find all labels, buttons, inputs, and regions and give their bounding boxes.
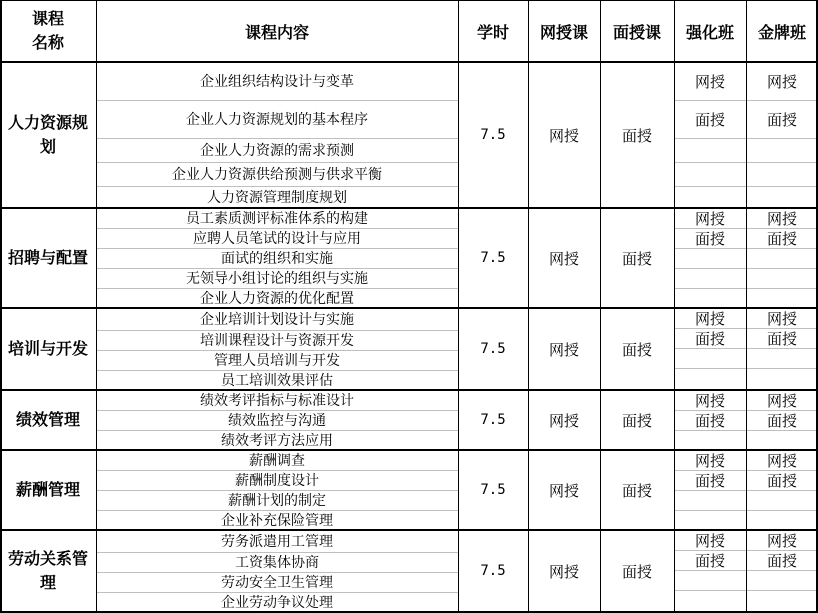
gold-divider xyxy=(746,348,818,349)
hours-value: 7.5 xyxy=(480,341,506,357)
top-border xyxy=(0,0,818,1)
gold-divider xyxy=(746,490,818,491)
header-course-name-line1: 课程 xyxy=(31,9,64,28)
topic-divider xyxy=(96,186,458,187)
intensive-divider xyxy=(674,410,746,411)
inperson-value: 面授 xyxy=(621,411,652,430)
gold-divider xyxy=(746,228,818,229)
topic-item: 劳务派遣用工管理 xyxy=(221,534,333,550)
gold-divider xyxy=(746,590,818,591)
intensive-divider xyxy=(674,268,746,269)
header-content: 课程内容 xyxy=(244,22,309,42)
topic-item: 企业补充保险管理 xyxy=(221,513,333,529)
intensive-divider xyxy=(674,228,746,229)
gold-divider xyxy=(746,410,818,411)
section-border xyxy=(0,307,818,309)
gold-divider xyxy=(746,368,818,369)
hours-value: 7.5 xyxy=(480,482,506,498)
intensive-divider xyxy=(674,590,746,591)
category-name: 培训与开发 xyxy=(7,339,88,358)
topic-item: 企业人力资源规划的基本程序 xyxy=(186,112,368,128)
inperson-value: 面授 xyxy=(621,340,652,359)
topic-divider xyxy=(96,552,458,553)
intensive-divider xyxy=(674,348,746,349)
column-border xyxy=(600,0,601,613)
gold-divider xyxy=(746,268,818,269)
header-hours: 学时 xyxy=(476,22,509,42)
hours-value: 7.5 xyxy=(480,250,506,266)
gold-divider xyxy=(746,430,818,431)
gold-divider xyxy=(746,162,818,163)
topic-item: 管理人员培训与开发 xyxy=(214,353,340,369)
topic-divider xyxy=(96,248,458,249)
online-value: 网授 xyxy=(548,481,579,500)
column-border xyxy=(96,0,97,613)
inperson-value: 面授 xyxy=(621,249,652,268)
online-value: 网授 xyxy=(548,340,579,359)
gold-divider xyxy=(746,138,818,139)
intensive-divider xyxy=(674,138,746,139)
topic-divider xyxy=(96,162,458,163)
topic-item: 无领导小组讨论的组织与实施 xyxy=(186,271,368,287)
online-value: 网授 xyxy=(548,562,579,581)
topic-divider xyxy=(96,100,458,101)
intensive-divider xyxy=(674,162,746,163)
header-intensive: 强化班 xyxy=(685,22,734,42)
header-inperson: 面授课 xyxy=(612,22,661,42)
intensive-divider xyxy=(674,430,746,431)
gold-mode: 面授 xyxy=(766,329,797,348)
gold-mode: 面授 xyxy=(766,411,797,430)
intensive-mode: 面授 xyxy=(694,229,725,248)
topic-item: 人力资源管理制度规划 xyxy=(207,190,347,206)
hours-value: 7.5 xyxy=(480,412,506,428)
topic-item: 企业劳动争议处理 xyxy=(221,595,333,611)
intensive-mode: 网授 xyxy=(694,309,725,328)
intensive-divider xyxy=(674,510,746,511)
topic-divider xyxy=(96,350,458,351)
header-course-name-line2: 名称 xyxy=(31,33,64,52)
intensive-mode: 面授 xyxy=(694,471,725,490)
gold-mode: 网授 xyxy=(766,72,797,91)
intensive-mode: 网授 xyxy=(694,451,725,470)
topic-divider xyxy=(96,510,458,511)
gold-mode: 网授 xyxy=(766,209,797,228)
intensive-divider xyxy=(674,328,746,329)
gold-mode: 网授 xyxy=(766,531,797,550)
gold-mode: 网授 xyxy=(766,451,797,470)
gold-divider xyxy=(746,186,818,187)
hours-value: 7.5 xyxy=(480,127,506,143)
intensive-divider xyxy=(674,570,746,571)
gold-mode: 面授 xyxy=(766,229,797,248)
topic-item: 面试的组织和实施 xyxy=(221,251,333,267)
section-border xyxy=(0,449,818,451)
topic-item: 培训课程设计与资源开发 xyxy=(200,333,354,349)
intensive-divider xyxy=(674,248,746,249)
online-value: 网授 xyxy=(548,126,579,145)
topic-divider xyxy=(96,330,458,331)
gold-divider xyxy=(746,470,818,471)
intensive-mode: 面授 xyxy=(694,329,725,348)
topic-item: 绩效考评方法应用 xyxy=(221,433,333,449)
category-name: 招聘与配置 xyxy=(7,248,88,267)
intensive-divider xyxy=(674,550,746,551)
topic-item: 企业人力资源的优化配置 xyxy=(200,291,354,307)
topic-item: 员工素质测评标准体系的构建 xyxy=(186,211,368,227)
topic-item: 企业培训计划设计与实施 xyxy=(200,312,354,328)
category-name: 人力资源规划 xyxy=(7,113,88,156)
intensive-divider xyxy=(674,368,746,369)
inperson-value: 面授 xyxy=(621,481,652,500)
topic-item: 绩效考评指标与标准设计 xyxy=(200,393,354,409)
topic-divider xyxy=(96,370,458,371)
topic-divider xyxy=(96,268,458,269)
topic-item: 薪酬制度设计 xyxy=(235,473,319,489)
intensive-mode: 网授 xyxy=(694,209,725,228)
topic-item: 工资集体协商 xyxy=(235,555,319,571)
topic-item: 企业人力资源供给预测与供求平衡 xyxy=(172,167,382,183)
gold-mode: 网授 xyxy=(766,391,797,410)
topic-item: 企业人力资源的需求预测 xyxy=(200,143,354,159)
gold-mode: 面授 xyxy=(766,110,797,129)
header-online: 网授课 xyxy=(539,22,588,42)
topic-divider xyxy=(96,592,458,593)
column-border xyxy=(0,0,2,613)
topic-item: 薪酬计划的制定 xyxy=(228,493,326,509)
intensive-mode: 面授 xyxy=(694,110,725,129)
category-name: 薪酬管理 xyxy=(15,480,80,499)
gold-divider xyxy=(746,288,818,289)
intensive-mode: 面授 xyxy=(694,551,725,570)
intensive-divider xyxy=(674,186,746,187)
hours-value: 7.5 xyxy=(480,563,506,579)
gold-mode: 网授 xyxy=(766,309,797,328)
topic-item: 薪酬调查 xyxy=(249,453,305,469)
online-value: 网授 xyxy=(548,411,579,430)
topic-divider xyxy=(96,430,458,431)
intensive-divider xyxy=(674,470,746,471)
column-border xyxy=(528,0,529,613)
header-border xyxy=(0,61,818,63)
column-border xyxy=(458,0,459,613)
topic-divider xyxy=(96,572,458,573)
topic-divider xyxy=(96,470,458,471)
inperson-value: 面授 xyxy=(621,562,652,581)
gold-divider xyxy=(746,328,818,329)
topic-item: 员工培训效果评估 xyxy=(221,373,333,389)
intensive-mode: 网授 xyxy=(694,391,725,410)
section-border xyxy=(0,207,818,209)
inperson-value: 面授 xyxy=(621,126,652,145)
topic-item: 绩效监控与沟通 xyxy=(228,413,326,429)
column-border xyxy=(746,0,747,613)
column-border xyxy=(674,0,675,613)
topic-item: 应聘人员笔试的设计与应用 xyxy=(193,231,361,247)
gold-divider xyxy=(746,550,818,551)
header-gold: 金牌班 xyxy=(757,22,806,42)
intensive-divider xyxy=(674,288,746,289)
category-name: 劳动关系管理 xyxy=(7,549,88,592)
topic-divider xyxy=(96,410,458,411)
gold-divider xyxy=(746,570,818,571)
intensive-mode: 网授 xyxy=(694,531,725,550)
category-name: 绩效管理 xyxy=(15,410,80,429)
gold-divider xyxy=(746,100,818,101)
section-border xyxy=(0,529,818,531)
gold-divider xyxy=(746,248,818,249)
intensive-mode: 网授 xyxy=(694,72,725,91)
intensive-mode: 面授 xyxy=(694,411,725,430)
gold-divider xyxy=(746,510,818,511)
topic-divider xyxy=(96,490,458,491)
gold-mode: 面授 xyxy=(766,551,797,570)
online-value: 网授 xyxy=(548,249,579,268)
topic-divider xyxy=(96,228,458,229)
intensive-divider xyxy=(674,100,746,101)
intensive-divider xyxy=(674,490,746,491)
topic-divider xyxy=(96,138,458,139)
topic-divider xyxy=(96,288,458,289)
gold-mode: 面授 xyxy=(766,471,797,490)
section-border xyxy=(0,389,818,391)
topic-item: 企业组织结构设计与变革 xyxy=(200,74,354,90)
header-course-name xyxy=(0,0,96,62)
topic-item: 劳动安全卫生管理 xyxy=(221,575,333,591)
